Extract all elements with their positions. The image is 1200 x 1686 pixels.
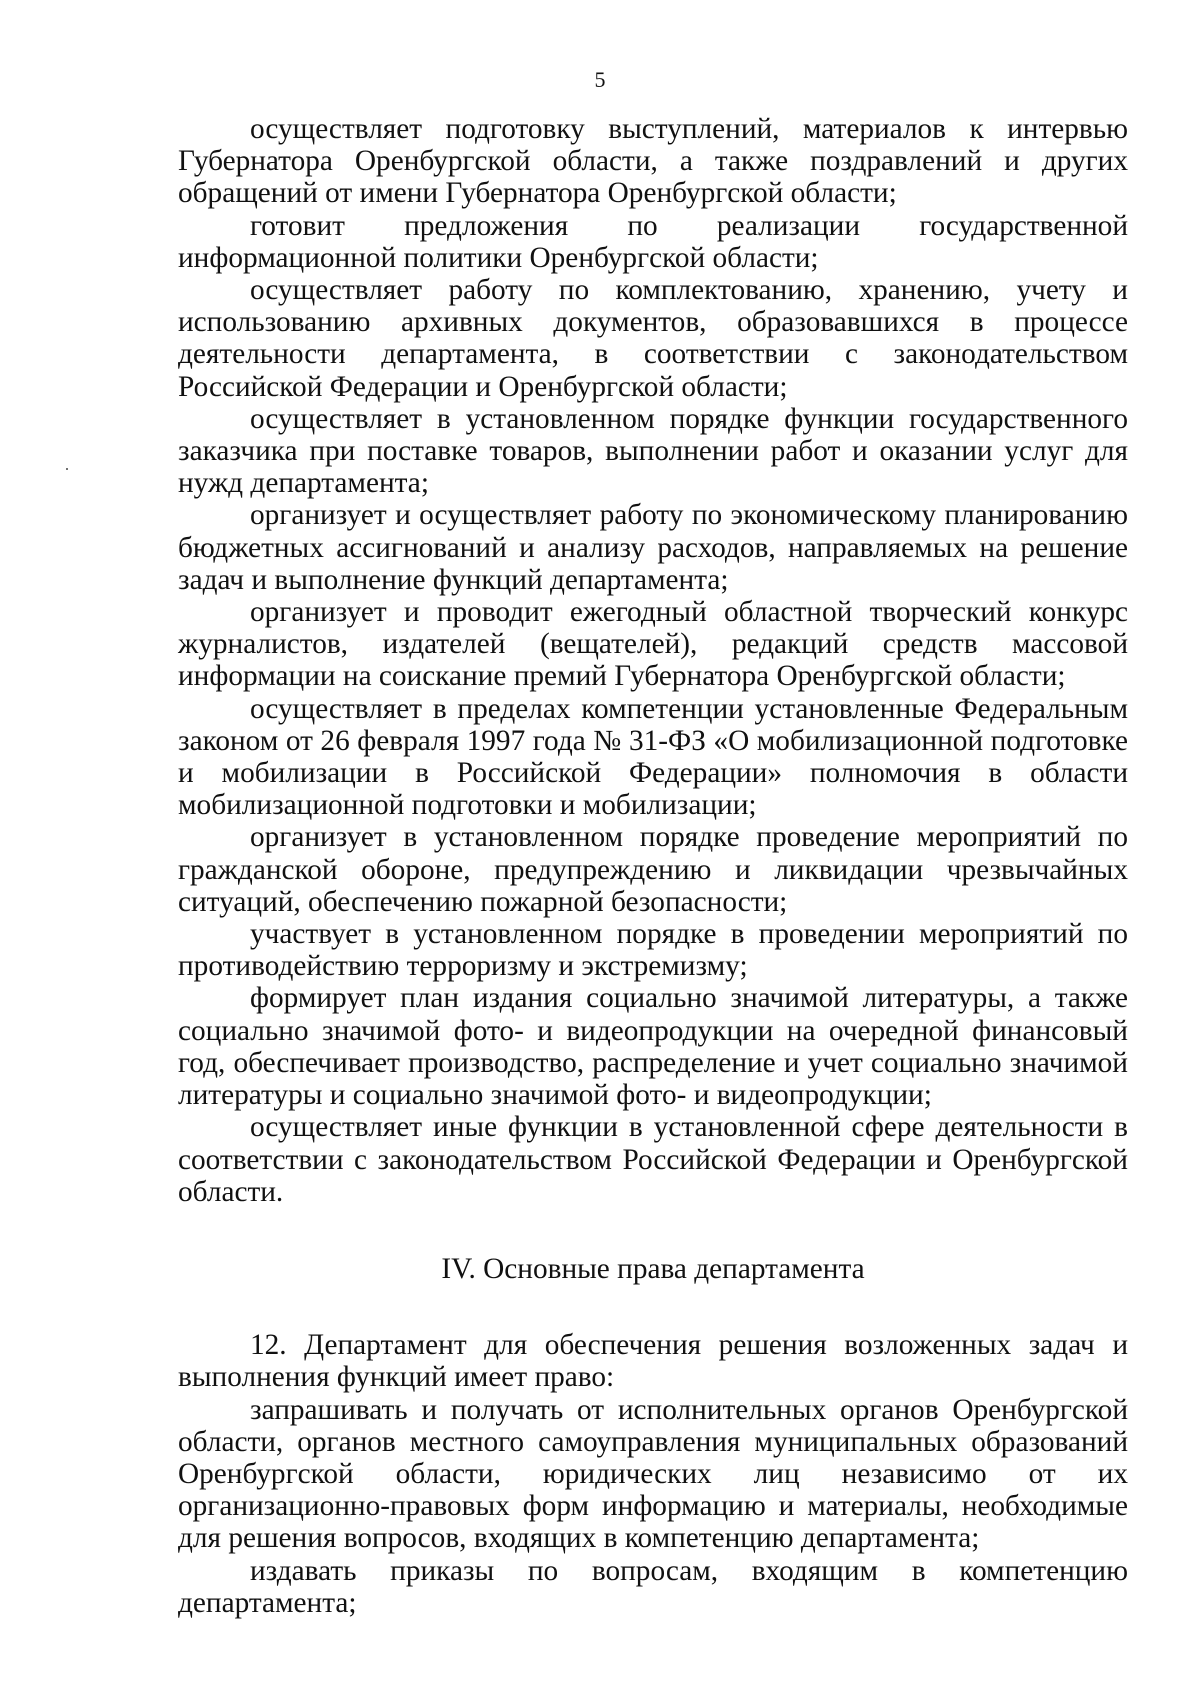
paragraph: организует в установленном порядке проведение мероприятий по гражданской обороне, предупреждению и ликвидации чрезвычайных ситуаций, обеспечению пожарной безопасности; bbox=[178, 821, 1128, 918]
paragraph: осуществляет работу по комплектованию, хранению, учету и использованию архивных документов, образовавшихся в процессе деятельности департамента, в соответствии с законодательством Российской Федерации и Оренбургской области; bbox=[178, 274, 1128, 403]
paragraph: осуществляет иные функции в установленной сфере деятельности в соответствии с законодательством Российской Федерации и Оренбургской области. bbox=[178, 1111, 1128, 1208]
paragraph: готовит предложения по реализации государственной информационной политики Оренбургской области; bbox=[178, 209, 1128, 274]
page-number: 5 bbox=[594, 67, 606, 92]
section-heading: IV. Основные права департамента bbox=[441, 1252, 865, 1285]
paragraph: 12. Департамент для обеспечения решения возложенных задач и выполнения функций имеет право: bbox=[178, 1329, 1128, 1394]
scan-speck bbox=[66, 468, 68, 470]
paragraph: издавать приказы по вопросам, входящим в компетенцию департамента; bbox=[178, 1554, 1128, 1619]
paragraph: запрашивать и получать от исполнительных органов Оренбургской области, органов местного самоуправления муниципальных образований Оренбургской области, юридических лиц независимо от их организационно-правовых форм информацию и материалы, необходимые для решения вопросов, входящих в компетенцию департамента; bbox=[178, 1393, 1128, 1555]
paragraph: осуществляет в установленном порядке функции государственного заказчика при поставке товаров, выполнении работ и оказании услуг для нужд департамента; bbox=[178, 402, 1128, 500]
paragraph: организует и проводит ежегодный областной творческий конкурс журналистов, издателей (вещателей), редакций средств массовой информации на соискание премий Губернатора Оренбургской области; bbox=[178, 596, 1128, 693]
paragraph: формирует план издания социально значимой литературы, а также социально значимой фото- и видеопродукции на очередной финансовый год, обеспечивает производство, распределение и учет социально значимой литературы и социально значимой фото- и видеопродукции; bbox=[178, 982, 1128, 1112]
paragraph: осуществляет в пределах компетенции установленные Федеральным законом от 26 февраля 1997 года № 31-ФЗ «О мобилизационной подготовке и мобилизации в Российской Федерации» полномочия в области мобилизационной подготовки и мобилизации; bbox=[178, 692, 1128, 822]
document-body bbox=[178, 113, 1128, 1619]
paragraph: организует и осуществляет работу по экономическому планированию бюджетных ассигнований и анализу расходов, направляемых на решение задач и выполнение функций департамента; bbox=[178, 499, 1128, 596]
paragraph: участвует в установленном порядке в проведении мероприятий по противодействию терроризму и экстремизму; bbox=[178, 918, 1128, 983]
paragraph: осуществляет подготовку выступлений, материалов к интервью Губернатора Оренбургской области, а также поздравлений и других обращений от имени Губернатора Оренбургской области; bbox=[178, 113, 1128, 210]
